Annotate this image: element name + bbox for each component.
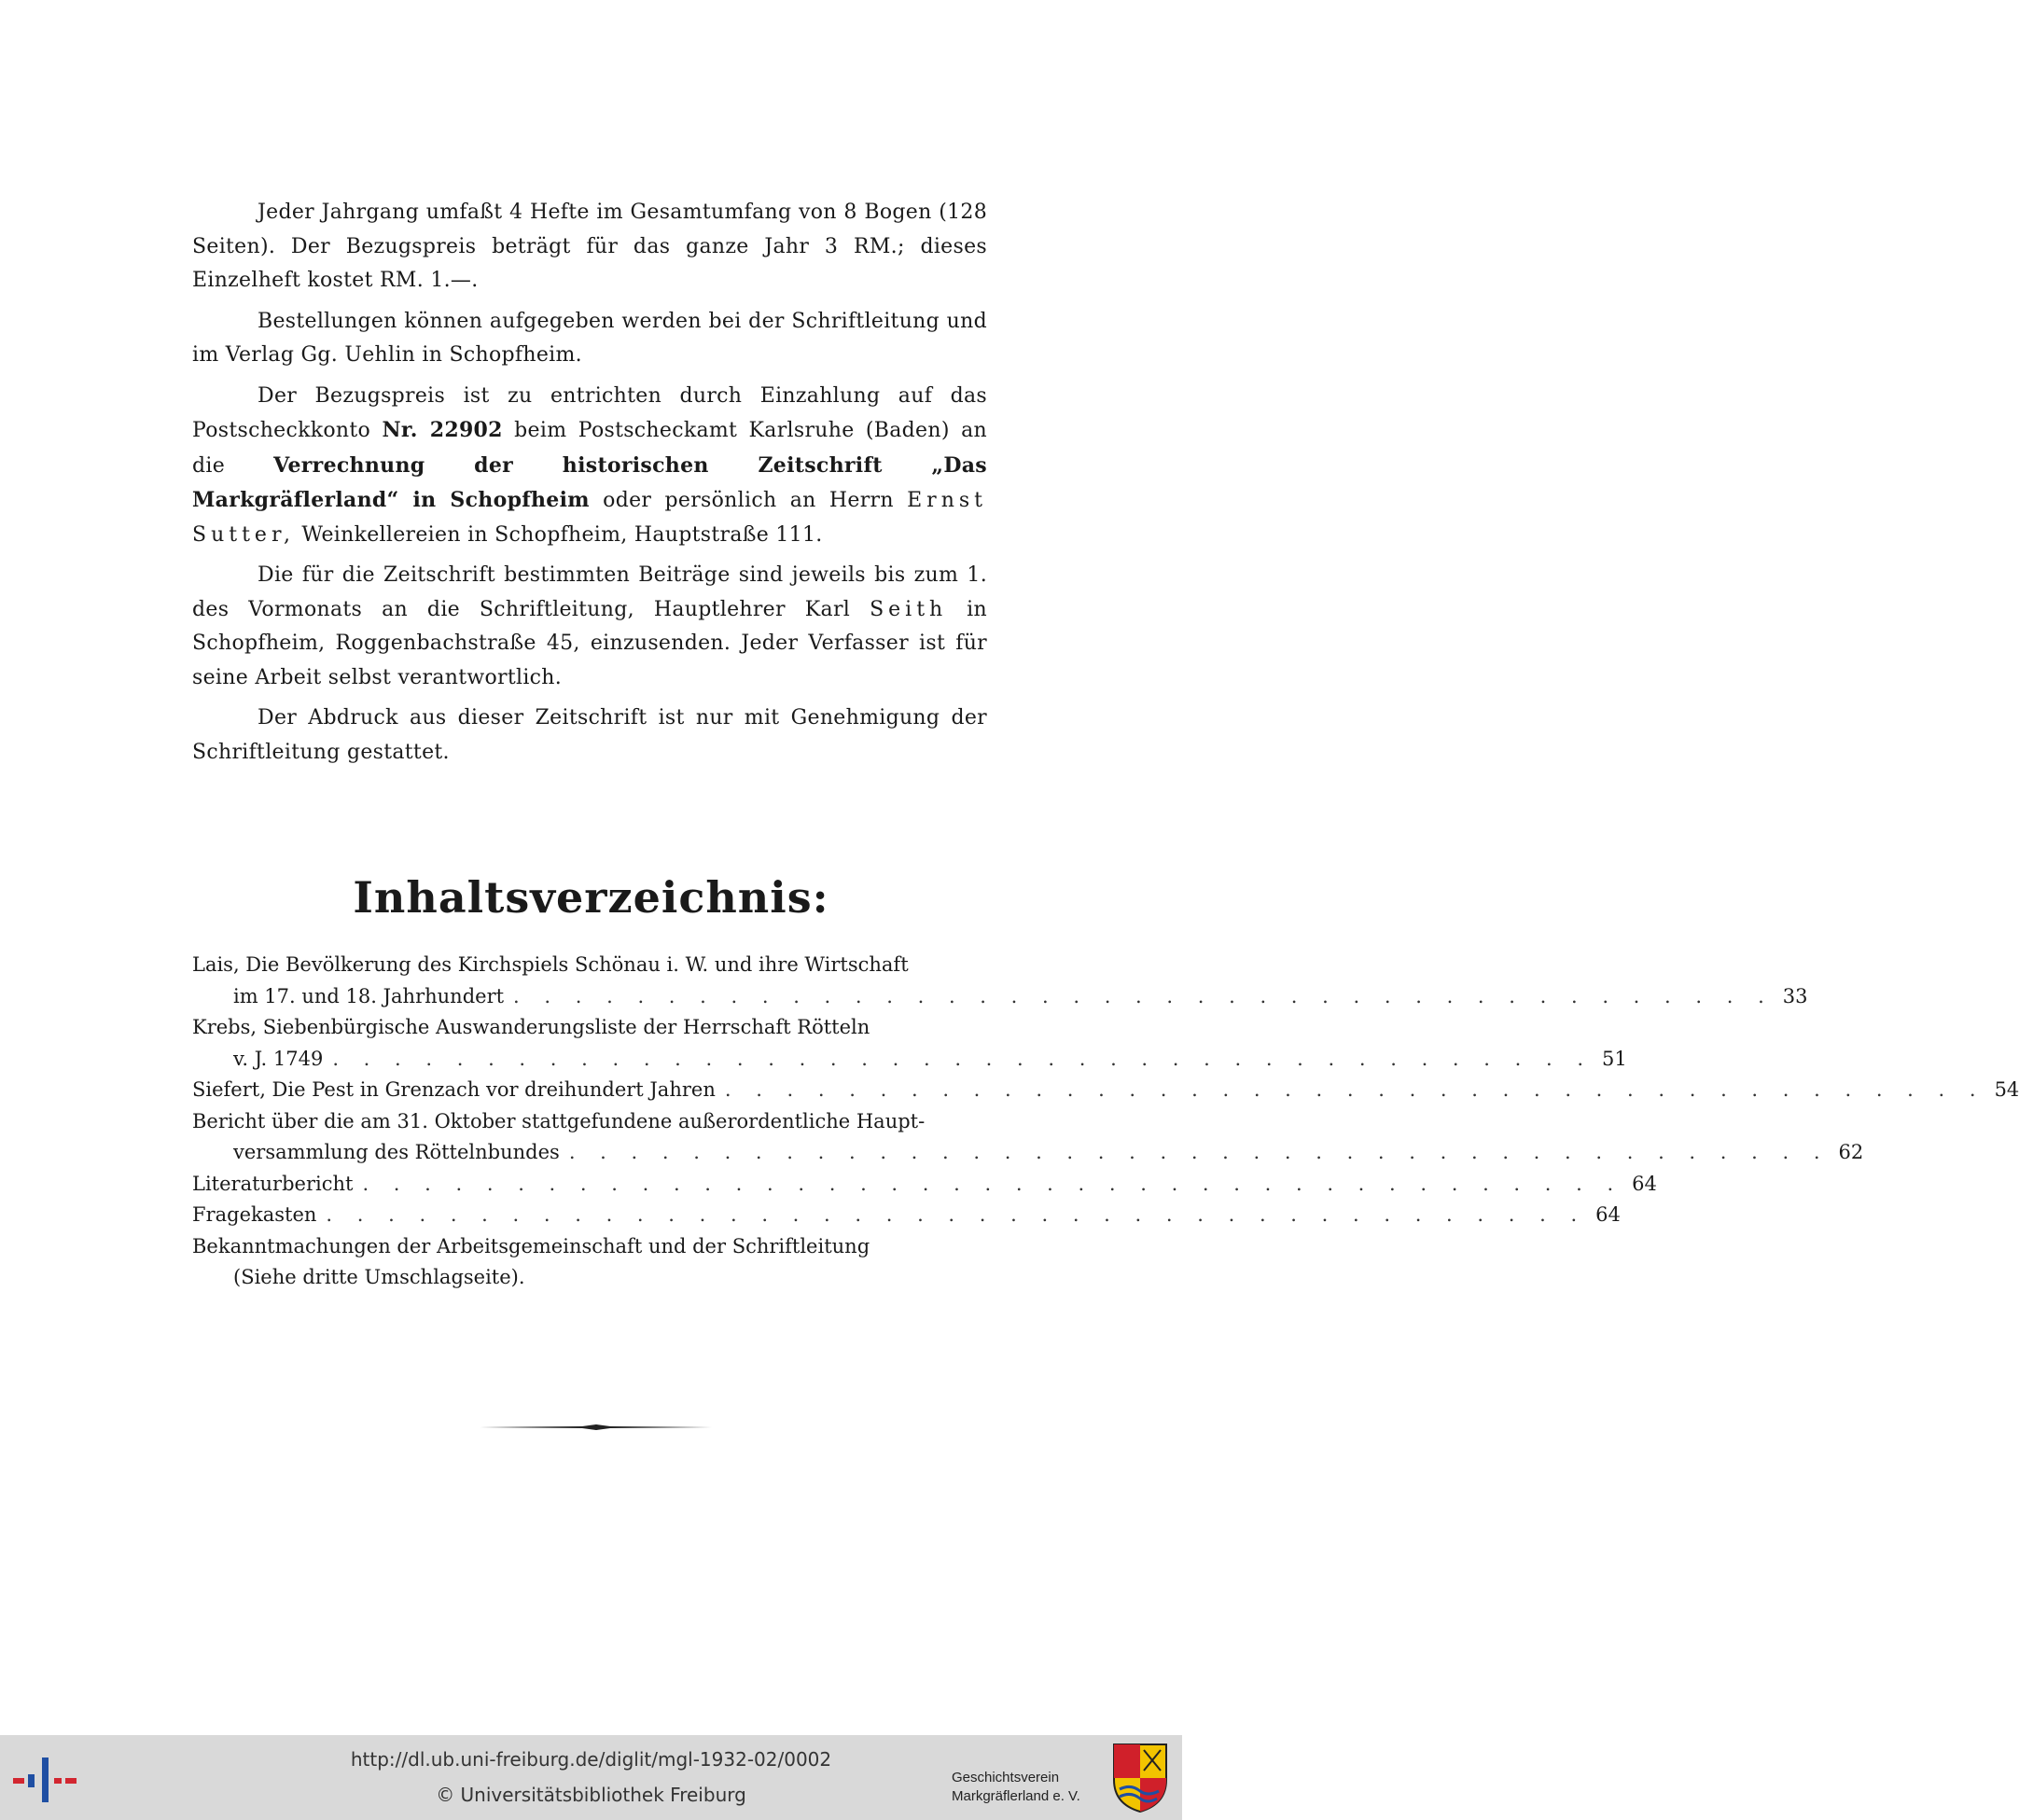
- toc-entry-title-continued: v. J. 1749: [233, 1047, 324, 1070]
- toc-dot-leader: . . . . . . . . . . . . . . . . . . . . . . . . . . . . . . . . . . . . . . . . .: [568, 1141, 1830, 1163]
- toc-entry-title: Fragekasten: [192, 1203, 317, 1226]
- toc-entry-line: [192, 1075, 2019, 1106]
- permalink-url[interactable]: http://dl.ub.uni-freiburg.de/diglit/mgl-1932-02/0002: [350, 1748, 832, 1771]
- paragraph-payment: [192, 380, 987, 553]
- toc-entry: [192, 1231, 987, 1294]
- toc-entry-continuation: [192, 1262, 987, 1294]
- toc-entry-line: [192, 1106, 987, 1138]
- paragraph-contributions: [192, 559, 987, 695]
- society-name-line1: Geschichtsverein: [952, 1770, 1060, 1785]
- toc-entry: [192, 1200, 1621, 1231]
- toc-page-number: 64: [1632, 1172, 1657, 1195]
- toc-entry: [192, 1075, 2019, 1106]
- coat-of-arms-icon[interactable]: [1112, 1743, 1168, 1813]
- toc-entry-continuation: [192, 981, 1808, 1013]
- toc-entry: [192, 1169, 1657, 1201]
- toc-page-number: 64: [1595, 1203, 1621, 1226]
- toc-entry-title: Krebs, Siebenbürgische Auswanderungsliste der Herrschaft Rötteln: [192, 1016, 870, 1038]
- toc-entry-title-continued: im 17. und 18. Jahrhundert: [233, 984, 505, 1007]
- toc-entry-title: Literaturbericht: [192, 1172, 354, 1195]
- toc-page-number: 62: [1838, 1141, 1864, 1163]
- payment-text-g: Weinkellereien in Schopfheim, Hauptstraße 111.: [301, 522, 823, 547]
- toc-page-number: 51: [1602, 1047, 1627, 1070]
- person-name: Ernst Sutter,: [192, 489, 988, 547]
- toc-entry-line: [192, 950, 987, 981]
- editor-name: Seith: [870, 597, 948, 621]
- paragraph-subscription: Jeder Jahrgang umfaßt 4 Hefte im Gesamtumfang von 8 Bogen (128 Seiten). Der Bezugspreis beträgt für das ganze Jahr 3 RM.; dieses Einzelheft kostet RM. 1.—.: [192, 201, 987, 292]
- payment-text-e: oder persönlich an Herrn: [603, 489, 894, 512]
- ornament-divider: [480, 1423, 713, 1432]
- society-name-line2: Markgräflerland e. V.: [952, 1788, 1080, 1804]
- toc-dot-leader: . . . . . . . . . . . . . . . . . . . . . . . . . . . . . . . . . . . . . . . . .: [326, 1203, 1587, 1226]
- account-number: Nr. 22902: [382, 418, 503, 442]
- toc-entry-line: [192, 1200, 1621, 1231]
- table-of-contents: [192, 950, 2019, 1294]
- paragraph-orders: Bestellungen können aufgegeben werden bei der Schriftleitung und im Verlag Gg. Uehlin in Schopfheim.: [192, 309, 987, 367]
- contrib-text-a: Die für die Zeitschrift bestimmten Beiträge sind jeweils bis zum 1. des Vormonats an die Schriftleitung, Hauptlehrer Karl: [192, 563, 987, 621]
- society-name: [952, 1769, 1110, 1806]
- toc-entry-title-continued: versammlung des Röttelnbundes: [233, 1141, 560, 1163]
- toc-entry: [192, 1012, 1627, 1075]
- viewer-footer: [0, 1735, 1182, 1820]
- contrib-text-c: in Schopfheim, Roggenbachstraße 45, einzusenden. Jeder Verfasser ist für seine Arbeit selbst verantwortlich.: [192, 597, 987, 689]
- payee-name: Verrechnung der historischen Zeitschrift „Das Markgräflerland“ in Schopfheim: [192, 452, 987, 512]
- toc-entry-title: Bekanntmachungen der Arbeitsgemeinschaft und der Schriftleitung: [192, 1234, 870, 1257]
- toc-entry-line: [192, 1012, 987, 1044]
- toc-entry-continuation: [192, 1044, 1627, 1076]
- toc-entry-continuation: [192, 1137, 1864, 1169]
- toc-title: Inhaltsverzeichnis:: [353, 872, 829, 923]
- body-text: [192, 196, 987, 776]
- toc-entry-title: Lais, Die Bevölkerung des Kirchspiels Schönau i. W. und ihre Wirtschaft: [192, 953, 909, 976]
- paragraph-reprint: Der Abdruck aus dieser Zeitschrift ist nur mit Genehmigung der Schriftleitung gestattet.: [192, 706, 987, 764]
- toc-entry: [192, 950, 1808, 1012]
- toc-entry-line: [192, 1169, 1657, 1201]
- payment-text-c: beim Postscheckamt Karlsruhe (Baden) an die: [192, 419, 987, 478]
- toc-entry: [192, 1106, 1864, 1169]
- toc-dot-leader: . . . . . . . . . . . . . . . . . . . . . . . . . . . . . . . . . . . . . . . . .: [724, 1078, 1985, 1101]
- toc-dot-leader: . . . . . . . . . . . . . . . . . . . . . . . . . . . . . . . . . . . . . . . . .: [332, 1047, 1594, 1070]
- copyright-notice: © Universitätsbibliothek Freiburg: [436, 1784, 746, 1806]
- toc-dot-leader: . . . . . . . . . . . . . . . . . . . . . . . . . . . . . . . . . . . . . . . . .: [513, 984, 1774, 1007]
- toc-entry-line: [192, 1231, 987, 1263]
- toc-entry-title: Bericht über die am 31. Oktober stattgefundene außerordentliche Haupt-: [192, 1109, 926, 1132]
- toc-page-number: 54: [1994, 1078, 2019, 1101]
- toc-entry-title-continued: (Siehe dritte Umschlagseite).: [233, 1266, 525, 1288]
- toc-entry-title: Siefert, Die Pest in Grenzach vor dreihundert Jahren: [192, 1078, 716, 1101]
- toc-dot-leader: . . . . . . . . . . . . . . . . . . . . . . . . . . . . . . . . . . . . . . . . .: [362, 1172, 1623, 1195]
- toc-page-number: 33: [1782, 984, 1808, 1007]
- payment-text-a: Der Bezugspreis ist zu entrichten durch Einzahlung auf das Postscheckkonto: [192, 383, 987, 442]
